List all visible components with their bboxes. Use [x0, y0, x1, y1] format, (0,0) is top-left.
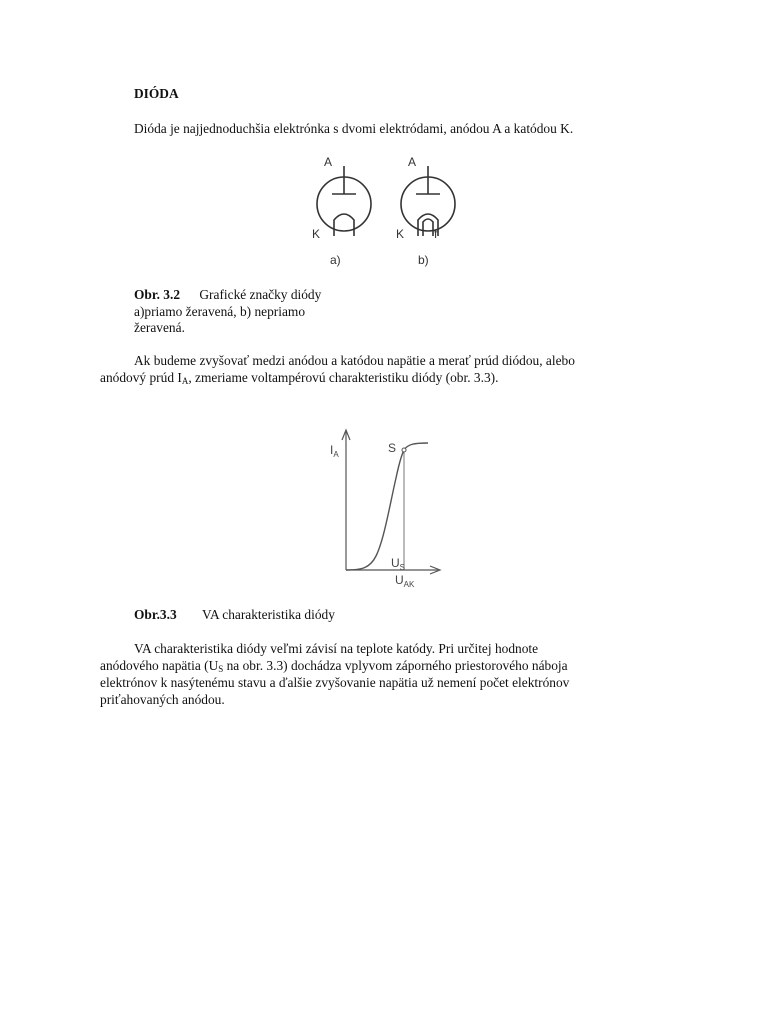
diode-symbol-a — [317, 166, 371, 236]
figure-3-2-caption-line1 — [134, 286, 321, 303]
saturation-voltage-label: $U_S$ — [391, 556, 406, 572]
paragraph-2-text-a: anódový prúd I — [100, 370, 182, 385]
page-heading: DIÓDA — [134, 86, 179, 101]
figure-3-2-caption-line3: žeravená. — [134, 320, 185, 335]
filament-label-b: f — [434, 227, 438, 241]
diode-symbols-figure — [300, 150, 470, 272]
figure-3-2-caption-line2: a)priamo žeravená, b) nepriamo — [134, 304, 306, 319]
anode-label-b: A — [408, 155, 417, 169]
va-characteristic-figure — [318, 426, 448, 590]
paragraph-3-line2 — [100, 657, 669, 674]
figure-3-3-title: VA charakteristika diódy — [202, 607, 335, 622]
figure-3-3-label: Obr.3.3 — [134, 607, 177, 622]
paragraph-3-subscript: S — [218, 664, 224, 674]
symbol-a-caption: a) — [330, 253, 341, 267]
heater-filament-b — [423, 219, 433, 236]
paragraph-3-line3: elektrónov k nasýtenému stavu a ďalšie zvyšovanie napätia už nemení počet elektrónov — [100, 675, 570, 690]
figure-3-2-title: Grafické značky diódy — [199, 287, 322, 302]
paragraph-2-line2 — [100, 369, 498, 386]
paragraph-3-line4: priťahovaných anódou. — [100, 692, 225, 707]
saturation-point-label: S — [388, 441, 397, 455]
intro-paragraph: Dióda je najjednoduchšia elektrónka s dvomi elektródami, anódou A a katódou K. — [134, 121, 574, 136]
direct-cathode-a — [334, 214, 354, 236]
cathode-label-a: K — [312, 227, 321, 241]
paragraph-2-subscript: A — [181, 376, 189, 386]
x-axis-label: $U_{AK}$ — [395, 573, 415, 589]
y-axis-label: $I_A$ — [330, 443, 339, 459]
anode-label-a: A — [324, 155, 333, 169]
symbol-b-caption: b) — [418, 253, 429, 267]
paragraph-3-text-b: na obr. 3.3) dochádza vplyvom záporného priestorového náboja — [223, 658, 568, 673]
figure-3-2-label: Obr. 3.2 — [134, 287, 181, 302]
saturation-point-marker — [402, 448, 406, 452]
va-curve — [346, 443, 428, 570]
paragraph-2-line1: Ak budeme zvyšovať medzi anódou a katódou napätie a merať prúd diódou, alebo — [134, 353, 575, 368]
cathode-label-b: K — [396, 227, 405, 241]
paragraph-3-line1: VA charakteristika diódy veľmi závisí na teplote katódy. Pri určitej hodnote — [134, 641, 539, 656]
paragraph-3-text-a: anódového napätia (U — [100, 658, 219, 673]
diode-symbol-b — [401, 166, 455, 236]
figure-3-3-caption — [134, 606, 335, 623]
paragraph-2-text-b: , zmeriame voltampérovú charakteristiku diódy (obr. 3.3). — [188, 370, 499, 385]
